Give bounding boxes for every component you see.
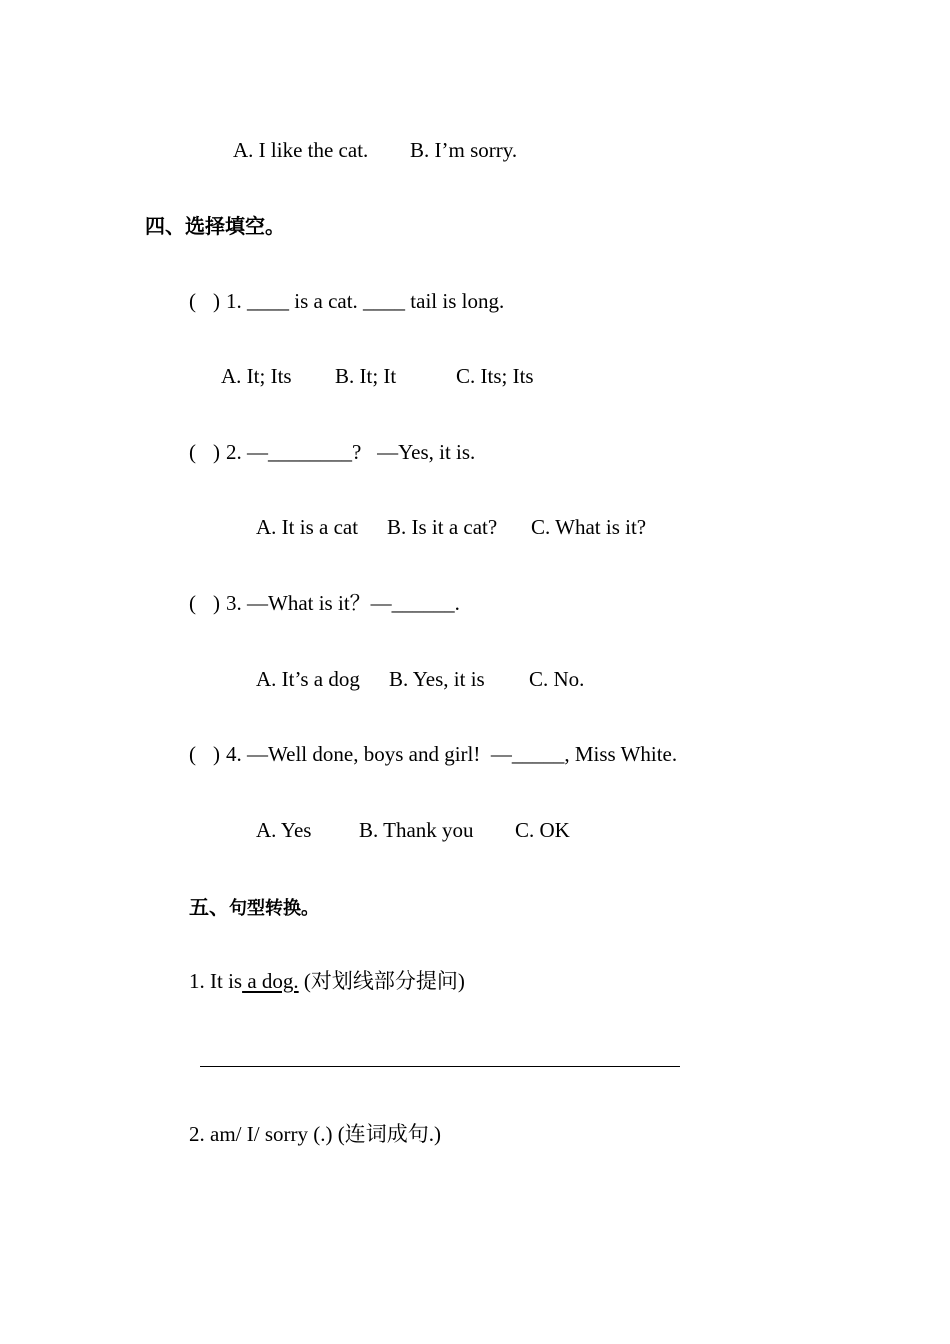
q1-stem: 1. ____ is a cat. ____ tail is long. [226,289,505,313]
q4-option-c: C. OK [515,818,570,842]
q3-option-c: C. No. [529,667,585,691]
transform-item-1-instruction: (对划线部分提问) [298,969,465,993]
q1-answer-paren-close: ) [213,289,220,313]
q4-answer-paren-close: ) [213,742,220,766]
transform-item-2: 2. am/ I/ sorry (.) (连词成句.) [189,1122,441,1146]
q2-option-c: C. What is it? [531,515,647,539]
q2-option-b: B. Is it a cat? [387,515,498,539]
transform-item-1-underlined: a dog. [242,969,299,993]
transform-item-1-prefix: 1. It is [189,969,243,993]
section-5-heading-text: 句型转换。 [229,898,319,919]
q3-option-b: B. Yes, it is [389,667,485,691]
q4-option-b: B. Thank you [359,818,474,842]
q2-stem: 2. —________? —Yes, it is. [226,440,476,464]
transform-item-1 [189,968,465,994]
section-4-heading: 四、选择填空。 [145,214,285,238]
section-5-heading [189,894,319,922]
q4-stem: 4. —Well done, boys and girl! —_____, Miss White. [226,742,678,766]
q4-answer-paren-open: ( [189,742,196,766]
prev-option-b: B. I’m sorry. [410,138,518,162]
q1-option-c: C. Its; Its [456,364,534,388]
answer-blank-line [200,1066,680,1067]
q1-option-b: B. It; It [335,364,397,388]
q3-option-a: A. It’s a dog [256,667,360,691]
q2-answer-paren-open: ( [189,440,196,464]
section-5-heading-prefix: 五、 [189,895,229,919]
q1-option-a: A. It; Its [221,364,292,388]
q1-answer-paren-open: ( [189,289,196,313]
prev-option-a: A. I like the cat. [233,138,369,162]
q3-stem: 3. —What is it？—______. [226,591,460,615]
q3-answer-paren-open: ( [189,591,196,615]
q2-option-a: A. It is a cat [256,515,359,539]
q3-answer-paren-close: ) [213,591,220,615]
q2-answer-paren-close: ) [213,440,220,464]
q4-option-a: A. Yes [256,818,312,842]
